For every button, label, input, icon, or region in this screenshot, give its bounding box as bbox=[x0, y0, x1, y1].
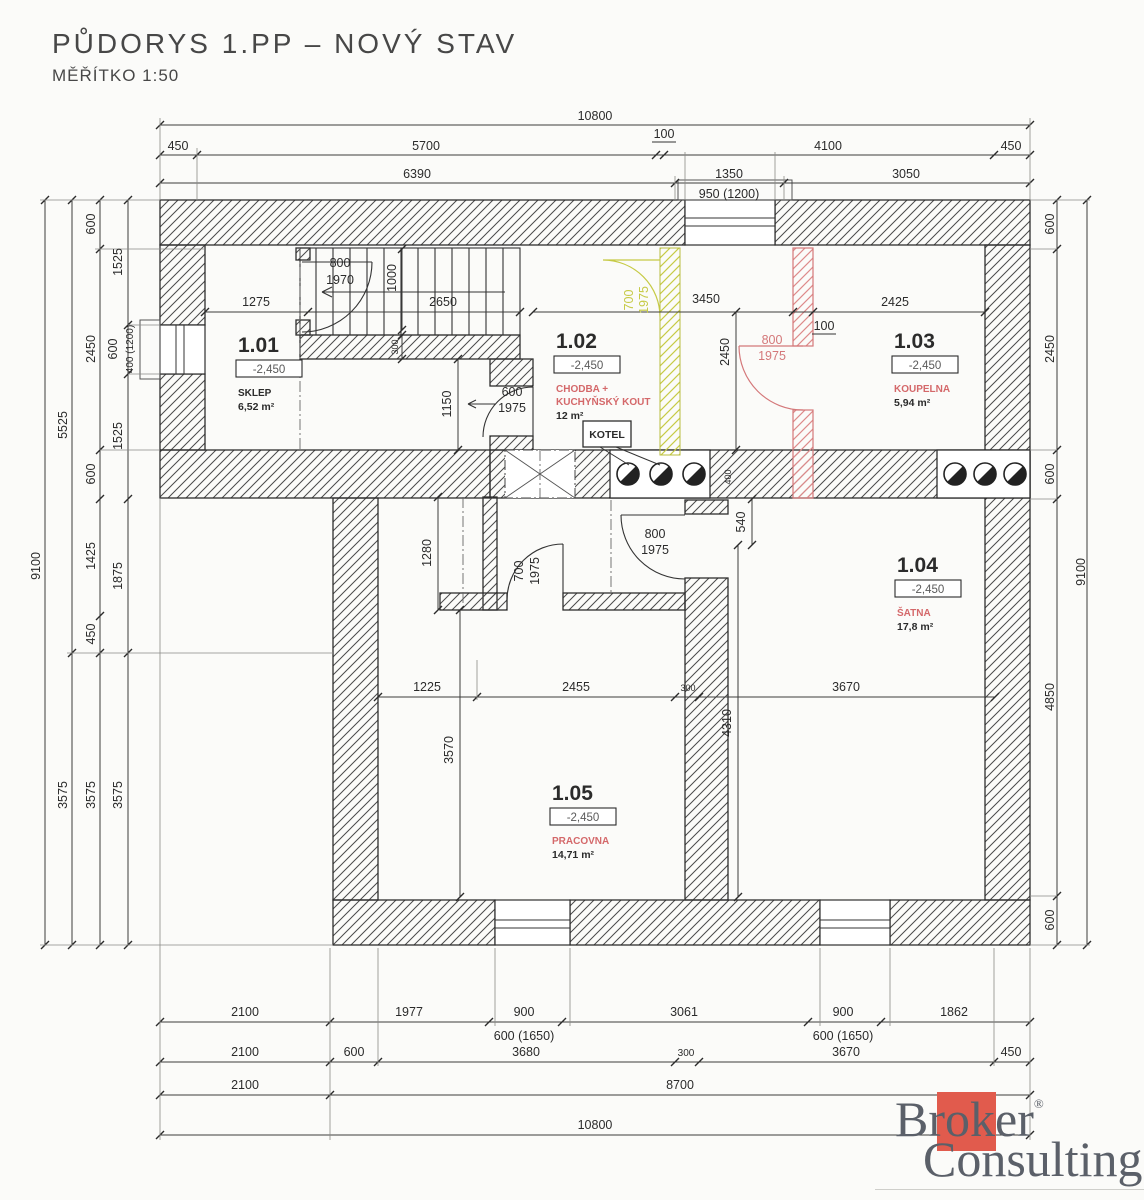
dim-label: 1000 bbox=[385, 264, 399, 292]
door-jamb bbox=[296, 248, 310, 260]
logo-line-2: Consulting bbox=[923, 1131, 1143, 1187]
room-area: 5,94 m² bbox=[894, 397, 931, 409]
dim-label: 3450 bbox=[692, 292, 720, 306]
wall-room105-top bbox=[563, 593, 685, 610]
dim-label: 800 bbox=[329, 256, 351, 270]
wall-bottom-mid bbox=[570, 900, 820, 945]
dim-label: 600 (1650) bbox=[812, 1029, 874, 1043]
dim-label: 3575 bbox=[56, 781, 70, 809]
dim-label: 3575 bbox=[84, 781, 98, 809]
dim-label: 4310 bbox=[720, 709, 734, 737]
new-wall-red bbox=[793, 248, 813, 346]
dim-label: 600 bbox=[501, 385, 523, 399]
wall-top-right bbox=[775, 200, 1030, 245]
dim-label: 3680 bbox=[512, 1045, 540, 1059]
wall-bottom-right bbox=[890, 900, 1030, 945]
dim-label: 600 bbox=[1043, 463, 1057, 485]
room-name: SKLEP bbox=[238, 388, 272, 399]
dim-label: 6390 bbox=[403, 167, 431, 181]
dim-label: 2450 bbox=[84, 335, 98, 363]
room-number: 1.01 bbox=[238, 334, 279, 357]
dim-label: 9100 bbox=[1074, 558, 1088, 586]
dim-label: 1975 bbox=[641, 543, 669, 557]
page-footer-rule bbox=[875, 1189, 1144, 1190]
dim-label: 600 (1650) bbox=[493, 1029, 555, 1043]
dim-label: 450 bbox=[1000, 139, 1022, 153]
dim-label: 700 bbox=[512, 560, 526, 582]
dim-label: 3575 bbox=[111, 781, 125, 809]
dim-label: 1977 bbox=[395, 1005, 423, 1019]
room-number: 1.03 bbox=[894, 330, 935, 353]
wall-left-upper bbox=[160, 245, 205, 325]
window-top bbox=[685, 200, 775, 245]
wall-hall-partition bbox=[490, 436, 533, 450]
dim-label: 1280 bbox=[420, 539, 434, 567]
boiler-label: KOTEL bbox=[589, 429, 625, 441]
dim-label: 540 bbox=[734, 511, 748, 533]
room-name: ŠATNA bbox=[897, 608, 931, 619]
dim-label: 600 bbox=[1043, 909, 1057, 931]
dim-label: 1350 bbox=[715, 167, 743, 181]
dim-label: 1975 bbox=[758, 349, 786, 363]
dim-label: 450 bbox=[1000, 1045, 1022, 1059]
room-number: 1.02 bbox=[556, 330, 597, 353]
drawing-scale: MĚŘÍTKO 1:50 bbox=[52, 66, 180, 85]
window-bottom-2 bbox=[820, 900, 890, 945]
dim-label: 400 (1200) bbox=[125, 324, 136, 374]
dim-label: 10800 bbox=[577, 109, 613, 123]
dim-label: 800 bbox=[644, 527, 666, 541]
room-name: PRACOVNA bbox=[552, 836, 610, 847]
dim-label: 900 bbox=[832, 1005, 854, 1019]
dim-label: 900 bbox=[513, 1005, 535, 1019]
dim-label: 300 bbox=[390, 339, 400, 355]
dim-label: 3570 bbox=[442, 736, 456, 764]
dim-label: 1525 bbox=[111, 248, 125, 276]
dim-label: 800 bbox=[761, 333, 783, 347]
dim-label: 1425 bbox=[84, 542, 98, 570]
dim-label: 2650 bbox=[429, 295, 457, 309]
room-number: 1.05 bbox=[552, 782, 593, 805]
room-area: 14,71 m² bbox=[552, 849, 595, 861]
logo-line-1: Broker® bbox=[895, 1091, 1044, 1147]
room-level: -2,450 bbox=[570, 360, 604, 372]
dim-label: 5700 bbox=[412, 139, 440, 153]
dim-label: 100 bbox=[653, 127, 675, 141]
demolished-wall-yellow bbox=[660, 248, 680, 455]
dim-label: 3050 bbox=[892, 167, 920, 181]
wall-bottom-left bbox=[333, 900, 495, 945]
dim-label: 3670 bbox=[832, 1045, 860, 1059]
dim-label: 1525 bbox=[111, 422, 125, 450]
room-name: CHODBA + bbox=[556, 384, 609, 395]
room-area: 6,52 m² bbox=[238, 401, 275, 413]
wall-left-mid bbox=[160, 374, 205, 450]
dim-label: 4850 bbox=[1043, 683, 1057, 711]
dim-label: 3670 bbox=[832, 680, 860, 694]
door-jamb bbox=[296, 320, 310, 335]
dim-label: 100 bbox=[813, 319, 835, 333]
dim-label: 2450 bbox=[1043, 335, 1057, 363]
room-number: 1.04 bbox=[897, 554, 938, 577]
room-level: -2,450 bbox=[908, 360, 942, 372]
window-bottom-1 bbox=[495, 900, 570, 945]
dim-label: 1970 bbox=[326, 273, 354, 287]
dim-label: 1862 bbox=[940, 1005, 968, 1019]
wall-room104-left bbox=[685, 500, 728, 514]
dim-label: 700 bbox=[622, 289, 636, 311]
wall-room104-left bbox=[685, 578, 728, 900]
registered-mark: ® bbox=[1033, 1096, 1044, 1111]
dim-label: 5525 bbox=[56, 411, 70, 439]
dim-label: 1975 bbox=[528, 557, 542, 585]
room-name: KOUPELNA bbox=[894, 384, 951, 395]
dim-label: 600 bbox=[1043, 213, 1057, 235]
dim-label: 600 bbox=[84, 463, 98, 485]
dim-label: 2425 bbox=[881, 295, 909, 309]
room-level: -2,450 bbox=[252, 364, 286, 376]
exterior-light-well bbox=[140, 320, 160, 379]
dim-label: 2450 bbox=[718, 338, 732, 366]
window-left bbox=[160, 325, 205, 374]
dim-label: 450 bbox=[84, 623, 98, 645]
dim-label: 1875 bbox=[111, 562, 125, 590]
dim-label: 600 bbox=[106, 338, 120, 360]
dim-label: 1975 bbox=[637, 286, 651, 314]
room-area: 17,8 m² bbox=[897, 621, 934, 633]
dim-label: 450 bbox=[167, 139, 189, 153]
wall-room105-top bbox=[440, 593, 507, 610]
dim-label: 1975 bbox=[498, 401, 526, 415]
dim-label: 3061 bbox=[670, 1005, 698, 1019]
dim-label: 10800 bbox=[577, 1118, 613, 1132]
wall-left-lower bbox=[333, 498, 378, 900]
dim-label: 4100 bbox=[814, 139, 842, 153]
dim-label: 2100 bbox=[231, 1078, 259, 1092]
wall-wing-bottom bbox=[160, 450, 490, 498]
dim-label: 950 (1200) bbox=[698, 187, 760, 201]
dim-label: 2455 bbox=[562, 680, 590, 694]
new-wall-red bbox=[793, 410, 813, 498]
room-level: -2,450 bbox=[911, 584, 945, 596]
dim-label: 300 bbox=[680, 683, 696, 693]
room-area: 12 m² bbox=[556, 410, 584, 422]
broker-consulting-logo bbox=[893, 1092, 1143, 1197]
drawing-title: PŮDORYS 1.PP – NOVÝ STAV bbox=[52, 28, 518, 59]
wall-top-left bbox=[160, 200, 685, 245]
dim-label: 600 bbox=[84, 213, 98, 235]
dim-label: 2100 bbox=[231, 1045, 259, 1059]
dim-label: 300 bbox=[677, 1048, 695, 1059]
dim-label: 600 bbox=[343, 1045, 365, 1059]
dim-label: 9100 bbox=[29, 552, 43, 580]
dim-label: 1225 bbox=[413, 680, 441, 694]
room-name: KUCHYŇSKÝ KOUT bbox=[556, 397, 651, 408]
wall-hall-partition bbox=[490, 359, 533, 386]
room-level: -2,450 bbox=[566, 812, 600, 824]
dim-label: 8700 bbox=[666, 1078, 694, 1092]
dim-label: 2100 bbox=[231, 1005, 259, 1019]
wall-right bbox=[985, 245, 1030, 900]
dim-label: 1150 bbox=[440, 390, 454, 418]
wall-under-stairs bbox=[300, 335, 520, 359]
dim-label: 400 bbox=[723, 469, 733, 485]
dim-label: 1275 bbox=[242, 295, 270, 309]
